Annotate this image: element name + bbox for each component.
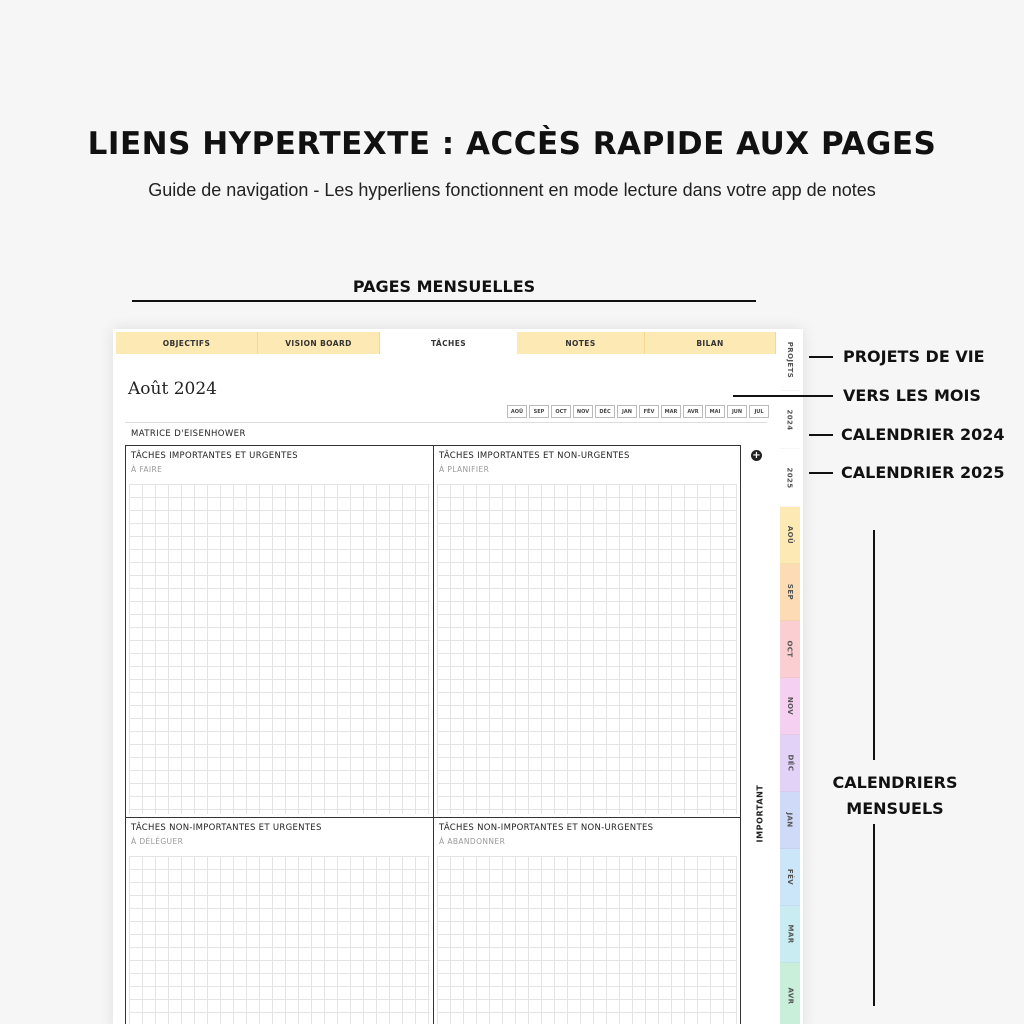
annotation-line-2: MENSUELS [846, 799, 944, 818]
month-link-oct[interactable]: OCT [551, 405, 571, 418]
annotation-line-1: CALENDRIERS [832, 773, 958, 792]
quadrant-subtitle: À DÉLÉGUER [131, 837, 184, 846]
side-tab-mar[interactable] [780, 906, 800, 963]
matrix-label: MATRICE D'EISENHOWER [131, 429, 246, 439]
quadrant-non-important-urgent[interactable] [125, 817, 434, 1024]
side-tab-label: NOV [786, 696, 794, 716]
side-tab-sep[interactable] [780, 564, 800, 621]
annotation-calendrier-2025: CALENDRIER 2025 [841, 463, 1005, 482]
annotation-calendriers-mensuels [820, 770, 970, 822]
month-link-fev[interactable]: FÉV [639, 405, 659, 418]
tab-bilan[interactable]: BILAN [645, 332, 776, 354]
side-tab-2025[interactable] [780, 449, 800, 507]
month-title: Août 2024 [128, 379, 217, 399]
quadrant-title: TÂCHES IMPORTANTES ET URGENTES [131, 451, 298, 461]
tab-notes[interactable]: NOTES [517, 332, 645, 354]
side-tab-nov[interactable] [780, 678, 800, 735]
quadrant-important-non-urgent[interactable] [433, 445, 741, 818]
quadrant-grid[interactable] [437, 484, 737, 814]
month-link-sep[interactable]: SEP [529, 405, 549, 418]
side-tab-label: DÉC [786, 754, 794, 772]
side-tab-label: OCT [785, 640, 794, 658]
side-tab-label: SEP [786, 583, 794, 601]
side-tab-label: MAR [785, 924, 794, 944]
side-tab-jan[interactable] [780, 792, 800, 849]
month-link-avr[interactable]: AVR [683, 405, 703, 418]
side-tab-label: 2024 [786, 408, 794, 431]
annotation-calendrier-2024: CALENDRIER 2024 [841, 425, 1005, 444]
side-tab-label: FÉV [786, 868, 794, 886]
side-tab-fev[interactable] [780, 849, 800, 906]
month-link-dec[interactable]: DÉC [595, 405, 615, 418]
month-link-nov[interactable]: NOV [573, 405, 593, 418]
quadrant-grid[interactable] [129, 484, 430, 814]
top-tab-bar [113, 329, 776, 354]
tab-vision-board[interactable]: VISION BOARD [258, 332, 380, 354]
quadrant-title: TÂCHES NON-IMPORTANTES ET URGENTES [131, 823, 322, 833]
annotation-vertical-line-top [873, 530, 875, 760]
quadrant-title: TÂCHES NON-IMPORTANTES ET NON-URGENTES [439, 823, 654, 833]
section-divider [132, 300, 756, 302]
side-tab-projets[interactable] [780, 329, 800, 391]
quadrant-grid[interactable] [437, 856, 737, 1024]
month-link-mai[interactable]: MAI [705, 405, 725, 418]
month-link-mar[interactable]: MAR [661, 405, 681, 418]
axis-line [740, 446, 741, 1024]
annotation-vers-les-mois: VERS LES MOIS [843, 386, 981, 405]
plus-icon[interactable]: + [752, 450, 761, 461]
side-tab-label: JAN [786, 812, 794, 828]
side-tab-label: 2025 [786, 466, 794, 489]
side-tab-dec[interactable] [780, 735, 800, 792]
annotation-pointer-mois [733, 395, 833, 397]
month-link-jan[interactable]: JAN [617, 405, 637, 418]
side-tab-aou[interactable] [780, 507, 800, 564]
section-label: PAGES MENSUELLES [352, 277, 536, 296]
matrix-divider [125, 422, 767, 423]
month-links [507, 405, 769, 418]
side-tab-2024[interactable] [780, 391, 800, 449]
tab-objectifs[interactable]: OBJECTIFS [116, 332, 258, 354]
quadrant-important-urgent[interactable] [125, 445, 434, 818]
quadrant-subtitle: À FAIRE [131, 465, 163, 474]
page-title-heading: LIENS HYPERTEXTE : ACCÈS RAPIDE AUX PAGES [87, 126, 937, 162]
quadrant-title: TÂCHES IMPORTANTES ET NON-URGENTES [439, 451, 630, 461]
annotation-pointer-2025 [809, 472, 833, 474]
side-tab-label: AOÛ [785, 525, 794, 545]
planner-page [113, 329, 803, 1024]
side-tab-oct[interactable] [780, 621, 800, 678]
annotation-pointer-projets [809, 356, 833, 358]
quadrant-non-important-non-urgent[interactable] [433, 817, 741, 1024]
annotation-projets-de-vie: PROJETS DE VIE [843, 347, 985, 366]
quadrant-subtitle: À PLANIFIER [439, 465, 490, 474]
page-subtitle: Guide de navigation - Les hyperliens fonctionnent en mode lecture dans votre app de notes [148, 180, 876, 200]
important-axis-label: IMPORTANT [755, 784, 765, 843]
annotation-pointer-2024 [809, 434, 833, 436]
side-tab-label: PROJETS [786, 341, 795, 378]
quadrant-subtitle: À ABANDONNER [439, 837, 506, 846]
month-link-aou[interactable]: AOÛ [507, 405, 527, 418]
annotation-vertical-line-bottom [873, 824, 875, 1006]
side-tab-avr[interactable] [780, 963, 800, 1024]
side-tab-label: AVR [785, 987, 794, 1004]
month-link-jul[interactable]: JUL [749, 405, 769, 418]
tab-taches[interactable]: TÂCHES [380, 331, 517, 355]
quadrant-grid[interactable] [129, 856, 430, 1024]
month-link-jun[interactable]: JUN [727, 405, 747, 418]
